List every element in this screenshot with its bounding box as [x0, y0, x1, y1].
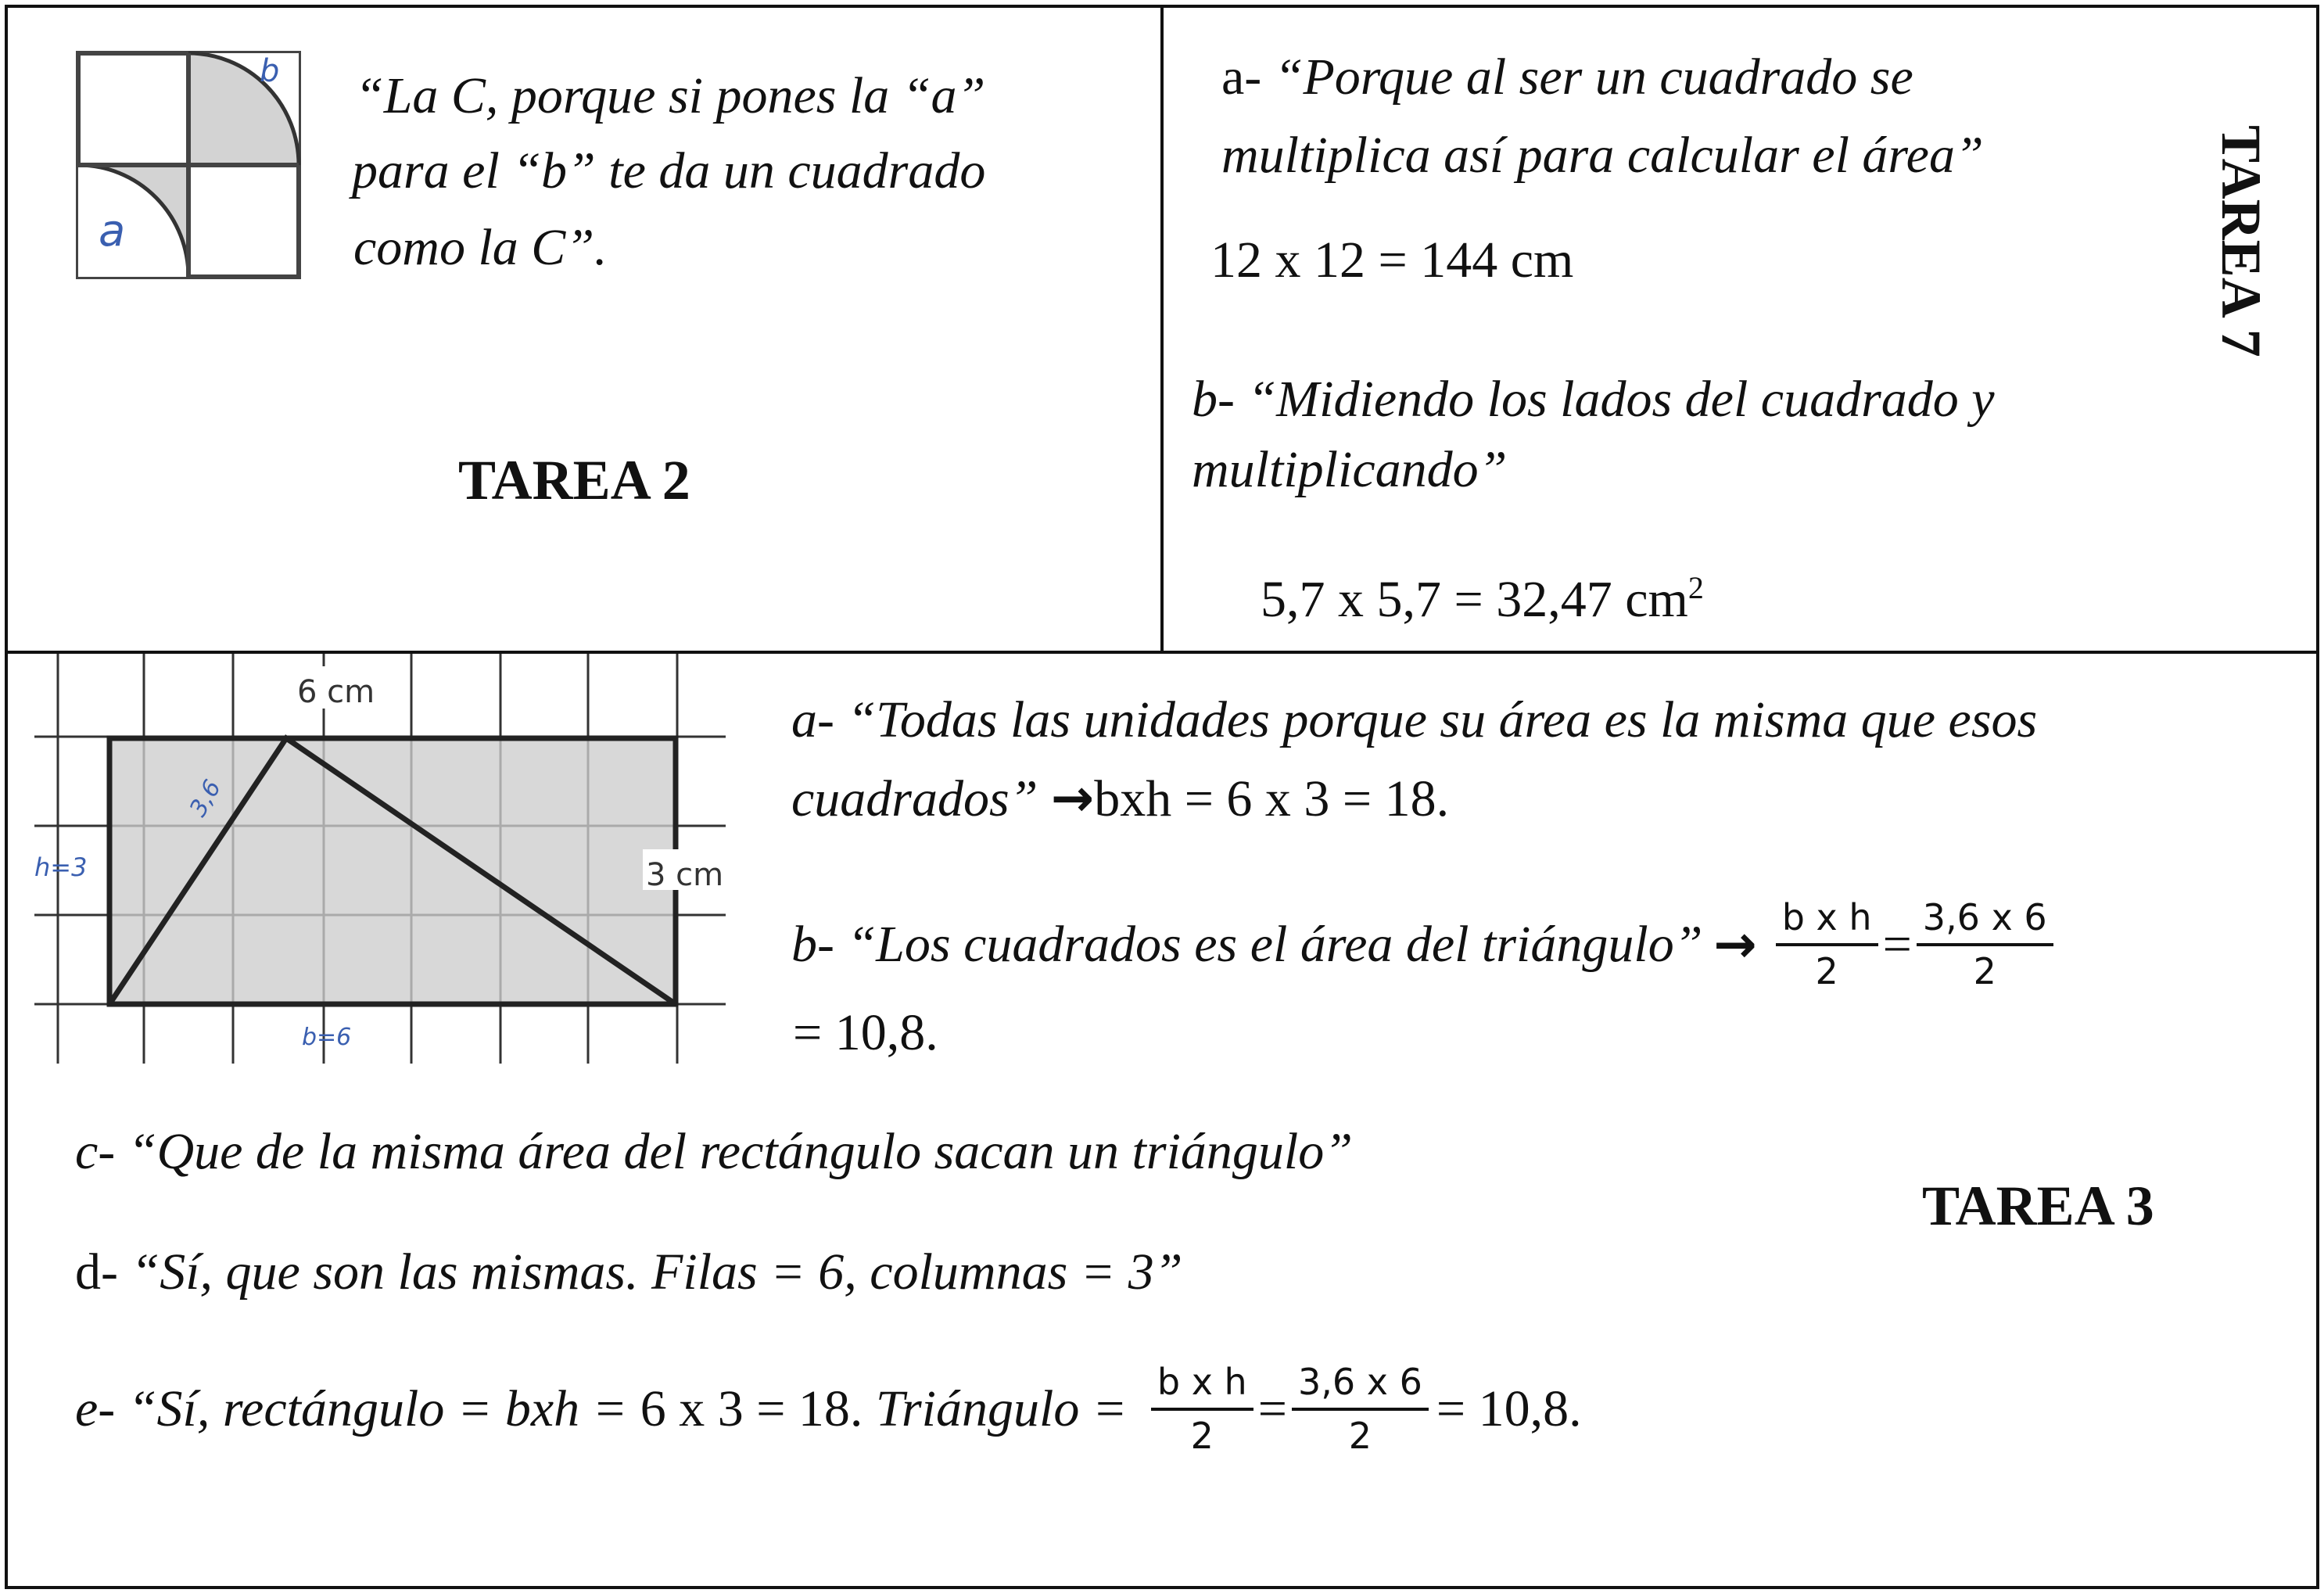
fraction-denominator: 2	[1348, 1415, 1372, 1457]
figure-label-right: 3 cm	[646, 857, 724, 893]
tarea3-e-result: = 10,8.	[1436, 1380, 1582, 1437]
arrow-icon: →	[1713, 914, 1757, 974]
equals-sign: =	[1257, 1380, 1287, 1437]
figure-label-b: b	[260, 53, 280, 89]
fraction-numerator: b x h	[1151, 1362, 1253, 1411]
fraction-denominator: 2	[1973, 950, 1996, 992]
arrow-icon: →	[1050, 768, 1095, 828]
fraction-values	[1292, 1362, 1429, 1457]
figure-label-bottom: b=6	[302, 1024, 352, 1051]
tarea3-b-quote: b- “Los cuadrados es el área del triángulo”	[791, 916, 1703, 973]
tarea3-d-prefix: d-	[75, 1243, 131, 1301]
fraction-denominator: 2	[1190, 1415, 1214, 1457]
tarea2-quote-line1: “La C, porque si pones la “a”	[355, 67, 986, 124]
tarea7-a-line1	[1221, 48, 1913, 106]
fraction-numerator: b x h	[1776, 897, 1878, 946]
tarea7-b-calc-sup: 2	[1687, 570, 1704, 605]
tarea3-a-calc: bxh = 6 x 3 = 18.	[1094, 770, 1450, 827]
tarea7-a-quote2: multiplica así para calcular el área”	[1221, 127, 1984, 184]
fraction-values	[1917, 897, 2053, 992]
figure-label-hyp: 3,6	[184, 775, 227, 822]
tarea3-e-quote2: Triángulo =	[863, 1380, 1140, 1437]
tarea7-a-calc: 12 x 12 = 144 cm	[1210, 231, 1574, 289]
fraction-numerator: 3,6 x 6	[1292, 1362, 1429, 1411]
figure-label-top: 6 cm	[297, 674, 375, 710]
fraction-denominator: 2	[1815, 950, 1838, 992]
tarea3-title: TAREA 3	[1922, 1175, 2154, 1237]
tarea3-a-quote1: a- “Todas las unidades porque su área es la misma que esos	[791, 691, 2038, 748]
tarea3-a-line2	[791, 768, 1450, 828]
tarea3-e-quote: e- “Sí, rectángulo = bxh =	[75, 1380, 640, 1437]
tarea3-b-line	[791, 898, 2053, 992]
fraction-numerator: 3,6 x 6	[1917, 897, 2053, 946]
tarea3-b-result: = 10,8.	[793, 1004, 938, 1061]
tarea2-quote-line2: para el “b” te da un cuadrado	[352, 142, 986, 199]
tarea7-title: TAREA 7	[2210, 125, 2272, 357]
fraction-bxh	[1151, 1362, 1253, 1457]
figure-label-left: h=3	[34, 852, 88, 882]
tarea3-d-line	[75, 1243, 1183, 1301]
tarea7-b-calc: 5,7 x 5,7 = 32,47 cm	[1261, 571, 1688, 628]
tarea3-e-line	[75, 1362, 1582, 1456]
tarea2-figure	[75, 50, 302, 280]
tarea3-e-calc: 6 x 3 = 18.	[640, 1380, 863, 1437]
tarea2-quote-line3: como la C”.	[353, 219, 608, 276]
tarea3-a-quote2: cuadrados”	[791, 770, 1038, 827]
tarea3-d-quote: “Sí, que son las mismas. Filas = 6, columnas = 3”	[131, 1243, 1183, 1301]
equals-sign: =	[1882, 916, 1912, 973]
figure-label-a: a	[99, 206, 126, 257]
tarea7-a-prefix: a-	[1221, 48, 1275, 106]
tarea7-b-calc-line	[1261, 572, 1704, 626]
tarea7-b-quote2: multiplicando”	[1192, 441, 1508, 498]
fraction-bxh	[1776, 897, 1878, 992]
tarea7-b-quote1: b- “Midiendo los lados del cuadrado y	[1192, 371, 1995, 428]
tarea7-a-quote1: “Porque al ser un cuadrado se	[1274, 48, 1913, 106]
vertical-divider	[1160, 5, 1164, 654]
tarea3-figure	[34, 654, 726, 1064]
tarea2-title: TAREA 2	[458, 449, 690, 511]
tarea3-c-text: c- “Que de la misma área del rectángulo sacan un triángulo”	[75, 1123, 1353, 1180]
